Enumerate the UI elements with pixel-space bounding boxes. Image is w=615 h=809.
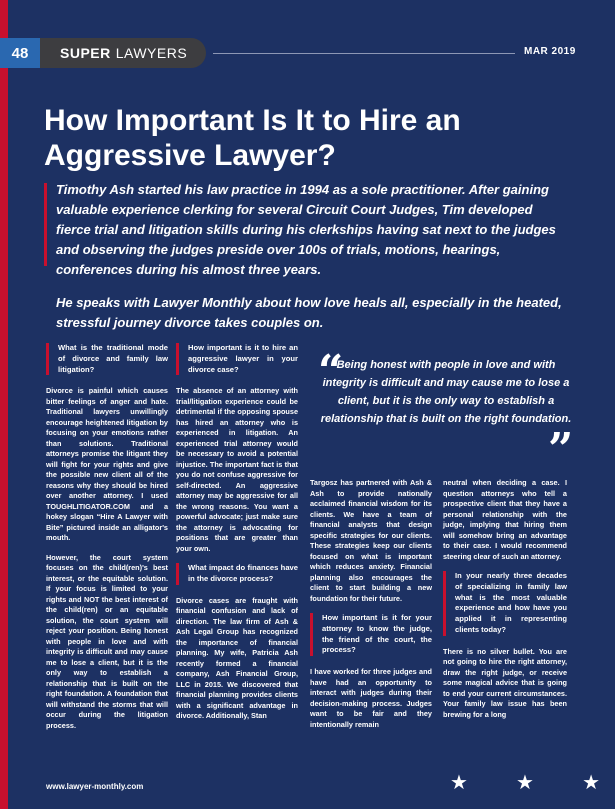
section-label-light: LAWYERS [115, 45, 188, 61]
answer-paragraph: I have worked for three judges and have had an opportunity to interact with judges during their decision-making process. Judges want to be fair and they intentionally remain [310, 667, 432, 729]
answer-paragraph: Divorce cases are fraught with financial confusion and lack of direction. The law firm of Ash & Ash Legal Group has recognized the importance of financial planning. My wife, Patricia Ash recently formed a financial company, Ash Financial Group, LLC in 2015. We discovered that financial planning provides clients with a significant advantage in divorce. Additionally, Stan [176, 595, 298, 721]
page-number: 48 [0, 38, 40, 68]
intro-paragraph: Timothy Ash started his law practice in 1994 as a sole practitioner. After gaining valuable experience clerking for several Circuit Court Judges, Tim developed fierce trial and litigation skills during his clerkships having sat next to the judges and observing the judges preside over 100s of trials, motions, hearings, conferences during his almost three years. [56, 182, 556, 277]
answer-paragraph: However, the court system focuses on the child(ren)'s best interest, or the equitable solution. If your focus is limited to your rights and NOT the best interest of the child(ren) or an equitable solution, the court system will reject your position. Being honest with people in love and with integrity is difficult and may cause me to lose a client, but it is the only way to establish a relationship that is built on the right foundation. A foundation that will withstand the storms that will occur during the litigation process. [46, 552, 168, 730]
column-1 [46, 343, 168, 740]
star-icon: ★ [450, 772, 468, 794]
open-quote-icon: “ [318, 346, 344, 397]
header-rule [213, 53, 515, 54]
close-quote-icon: ” [548, 424, 574, 475]
intro-paragraph: He speaks with Lawyer Monthly about how love heals all, especially in the heated, stressful journey divorce takes couples on. [56, 295, 562, 330]
red-edge-bar [0, 0, 8, 809]
column-4 [443, 478, 567, 729]
answer-paragraph: Divorce is painful which causes bitter feelings of anger and hate. Traditional lawyers unwillingly encourage heightened litigation by focusing on your emotions rather than solutions. Traditional attorneys promise the litigant they will fight for your rights and give the possible new client all of the reasons why they should be hired over another attorney. I used TOUGHLITIGATOR.COM and a hokey slogan “Hire A Lawyer with Bite” pictured inside an alligator's mouth. [46, 386, 168, 543]
article-intro [56, 180, 570, 346]
section-label-bold: SUPER [60, 45, 111, 61]
section-tab [40, 38, 206, 68]
column-3 [310, 478, 432, 739]
article-title: How Important Is It to Hire an Aggressive Lawyer? [44, 104, 461, 172]
intro-accent-bar [44, 183, 47, 266]
pull-quote: Being honest with people in love and with integrity is difficult and may cause me to lose a client, but it is the only way to establish a relationship that is built on the right foundation. [320, 359, 572, 425]
answer-paragraph: neutral when deciding a case. I question attorneys who tell a prospective client that they have a personal relationship with the judge, implying that hiring them will somehow bring an advantage to their case. I would recommend steering clear of such an attorney. [443, 478, 567, 561]
answer-paragraph: The absence of an attorney with trial/litigation experience could be detrimental if the opposing spouse has hired an attorney who is experienced in litigation. An experienced trial attorney would be necessary to avoid a potential injustice. The important fact is that you do not confuse aggressive for self-directed. An aggressive attorney may be aggressive for all the wrong reasons. You want a powerful advocate; just make sure the attorney is advocating for positions that are greater than your own. [176, 386, 298, 553]
question: What impact do finances have in the divorce process? [176, 563, 298, 585]
issue-date: MAR 2019 [524, 46, 576, 57]
star-icon: ★ [516, 772, 534, 794]
column-2 [176, 343, 298, 731]
question: What is the traditional mode of divorce and family law litigation? [46, 343, 168, 375]
website-url: www.lawyer-monthly.com [46, 782, 144, 791]
star-icon: ★ [582, 772, 600, 794]
footer-stars [450, 770, 600, 795]
answer-paragraph: There is no silver bullet. You are not going to hire the right attorney, draw the right judge, or receive some magical advice that is going to end your current circumstances. Your family law issue has been brewing for a long [443, 646, 567, 719]
answer-paragraph: Targosz has partnered with Ash & Ash to provide nationally acclaimed financial wisdom for its clients. We have a team of financial analysts that design specific strategies for our clients. These strategies keep our clients focused on what is important which reduces anxiety. Financial planning also encourages the client to start building a new foundation for their future. [310, 478, 432, 603]
question: How important is it for your attorney to know the judge, the friend of the court, the process? [310, 613, 432, 656]
question: How important is it to hire an aggressive lawyer in your divorce case? [176, 343, 298, 375]
question: In your nearly three decades of specializing in family law what is the most valuable experience and how have you applied it in representing clients today? [443, 571, 567, 636]
